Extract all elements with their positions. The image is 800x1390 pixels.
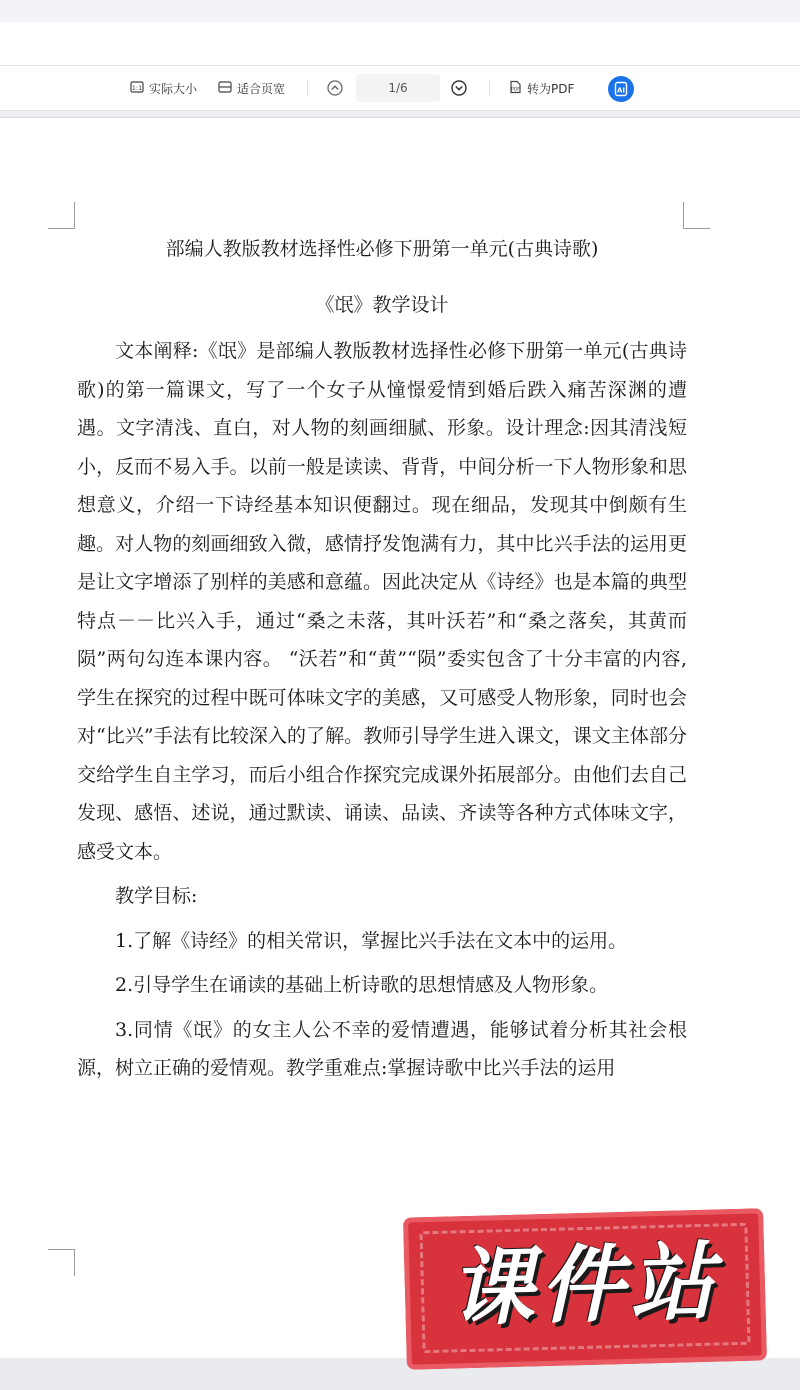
title-bar xyxy=(0,22,800,66)
ai-assistant-button[interactable] xyxy=(608,76,634,102)
document-page xyxy=(0,117,800,1358)
document-title-line1: 部编人教版教材选择性必修下册第一单元(古典诗歌) xyxy=(165,238,599,260)
bottom-bar xyxy=(0,1358,800,1390)
svg-text:PDF: PDF xyxy=(511,87,520,92)
actual-size-button[interactable] xyxy=(130,76,197,100)
text-explanation-paragraph: 文本阐释:《氓》是部编人教版教材选择性必修下册第一单元(古典诗歌)的第一篇课文，写了一个女子从憧憬爱情到婚后跌入痛苦深渊的遭遇。文字清浅、直白，对人物的刻画细腻、形象。设计理念:因其清浅短小，反而不易入手。以前一般是读读、背背，中间分析一下人物形象和思想意义，介绍一下诗经基本知识便翻过。现在细品，发现其中倒颇有生趣。对人物的刻画细致入微，感情抒发饱满有力，其中比兴手法的运用更是让文字增添了别样的美感和意蕴。因此决定从《诗经》也是本篇的典型特点－－比兴入手，通过“桑之未落，其叶沃若”和“桑之落矣，其黄而陨”两句勾连本课内容。 “沃若”和“黄”“陨”委实包含了十分丰富的内容,学生在探究的过程中既可体味文字的美感，又可感受人物形象，同时也会对“比兴”手法有比较深入的了解。教师引导学生进入课文，课文主体部分交给学生自主学习，而后小组合作探究完成课外拓展部分。由他们去自己发现、感悟、述说，通过默读、诵读、品读、齐读等各种方式体味文字，感受文本。 xyxy=(77,340,687,863)
fit-width-icon xyxy=(218,80,232,97)
objective-item-3: 3.同情《氓》的女主人公不幸的爱情遭遇，能够试着分析其社会根源，树立正确的爱情观。教学重难点:掌握诗歌中比兴手法的运用 xyxy=(77,1018,687,1079)
actual-size-label: 实际大小 xyxy=(149,81,198,96)
convert-to-pdf-label: 转为PDF xyxy=(527,81,575,96)
actual-size-icon xyxy=(130,80,144,97)
fit-width-button[interactable] xyxy=(218,76,285,100)
objectives-heading: 教学目标: xyxy=(115,885,198,907)
next-page-button[interactable] xyxy=(450,79,468,97)
objective-item-1: 1.了解《诗经》的相关常识，掌握比兴手法在文本中的运用。 xyxy=(115,929,628,952)
chevron-up-icon xyxy=(326,79,344,97)
watermark-text: 课件站 xyxy=(448,1232,722,1338)
page-margin-mark xyxy=(48,1249,75,1276)
objective-item-2: 2.引导学生在诵读的基础上析诗歌的思想情感及人物形象。 xyxy=(115,974,609,996)
svg-text:1:1: 1:1 xyxy=(131,83,143,92)
fit-width-label: 适合页宽 xyxy=(237,81,286,96)
convert-to-pdf-button[interactable] xyxy=(508,76,574,100)
svg-text:AI: AI xyxy=(616,86,626,95)
page-margin-mark xyxy=(48,202,75,229)
chevron-down-icon xyxy=(450,79,468,97)
previous-page-button[interactable] xyxy=(326,79,344,97)
window-top-strip xyxy=(0,0,800,22)
toolbar-divider xyxy=(489,80,490,96)
ai-icon xyxy=(608,76,634,102)
pdf-icon xyxy=(508,80,522,97)
toolbar-divider xyxy=(307,80,308,96)
watermark-stamp xyxy=(403,1208,767,1369)
document-content xyxy=(77,230,687,1088)
page-margin-mark xyxy=(683,202,710,229)
document-title-line2: 《氓》教学设计 xyxy=(315,294,449,316)
page-number-field[interactable]: 1/6 xyxy=(356,74,440,102)
